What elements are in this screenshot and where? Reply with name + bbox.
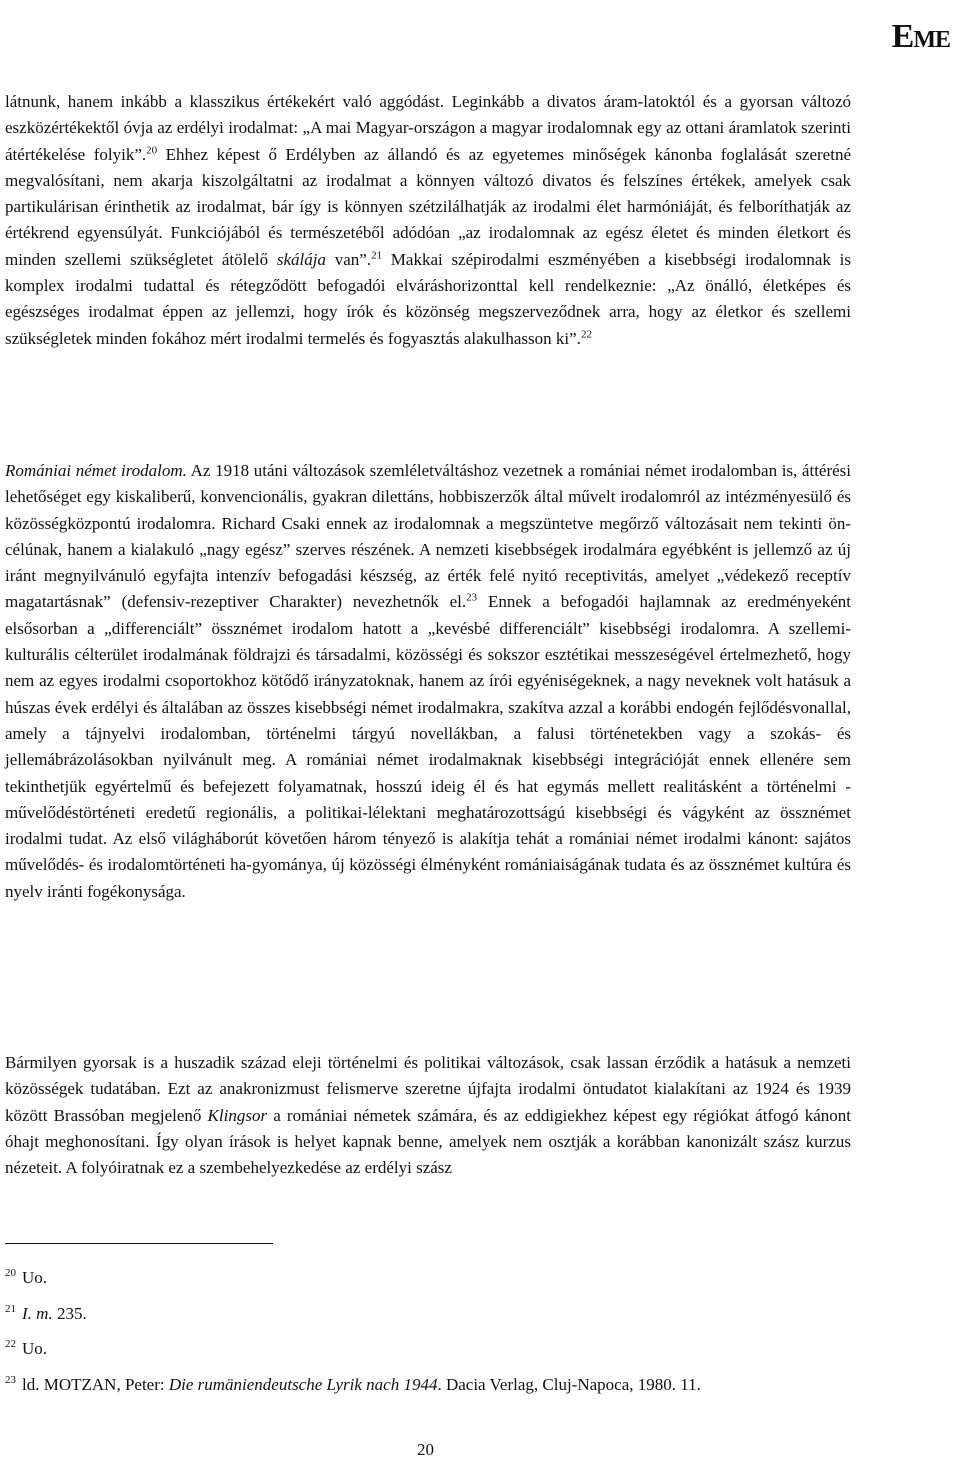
text-run: van”. — [325, 249, 372, 269]
footnote-ref[interactable]: 20 — [146, 143, 158, 156]
paragraph-3 — [5, 1050, 851, 1181]
text-run: Az 1918 utáni változások szemléletváltáshoz vezetnek a romániai német irodalomban is, áttérési lehetőséget egy kiskaliberű, konvencionális, gyakran dilettáns, hobbiszerzők által művelt irodalomról az intézményesülő és közösségközpontú irodalomra. Richard Csaki ennek az irodalomnak a megszüntetve megőrző változásait nem tekinti ön-célúnak, hanem a kialakuló „nagy egész” szerves részének. A nemzeti kisebbségek irodalmára egyébként is jellemző az új iránt megnyilvánuló egyfajta intenzív befogadási készség, az érték felé nyitó receptivitás, amelyet „védekező receptív magatartásnak” (defensiv-rezeptiver Charakter) nevezhetnők el. — [5, 461, 852, 612]
footnote-number: 23 — [5, 1373, 16, 1386]
text-run: látnunk, hanem inkább a klasszikus értékekért való aggódást. Leginkább a divatos áram-latoktól és a gyorsan változó eszközértékektől óvja az erdélyi irodalmat: „A mai Magyar-országon a magyar irodalomnak egy az ottani áramlatok szerinti átértékelése folyik”. — [5, 92, 851, 164]
footnote-23 — [5, 1373, 701, 1409]
text-run: Makkai szépirodalmi eszményében a kisebbségi irodalomnak is komplex irodalmi tudattal és rétegződött befogadói elváráshorizonttal kell rendelkeznie: „Az önálló, életképes és egészséges irodalmat éppen az jellemzi, hogy írók és közönség megszerveződnek arra, hogy az életkor és szellemi szükségletek minden fokához mért irodalmi termelés és fogyasztás alakulhasson ki”. — [5, 249, 851, 348]
text-run: a romániai németek számára, és az eddigiekhez képest egy régiókat átfogó kánont óhajt meghonosítani. Így olyan írások is helyet kapnak benne, amelyek nem osztják a korábban kanonizált szász kurzus nézeteit. A folyóiratnak ez a szembehelyezkedése az erdélyi szász — [5, 1105, 851, 1178]
text-run: Ehhez képest ő Erdélyben az állandó és az egyetemes minőségek kánonba foglalását szeretné megvalósítani, nem akarja kiszolgáltatni az irodalmat a könnyen változó divatos és felszínes értékek, amelyek csak partikulárisan érinthetik az irodalmat, bár így is könnyen szétzilálhatják az irodalmi élet harmóniáját, és felboríthatják az értékrend egyensúlyát. Funkciójából és természetéből adódóan „az irodalomnak az egész életet és minden életkort és minden szellemi szükségletet átölelő — [5, 144, 851, 269]
section-heading: Romániai német irodalom. — [5, 461, 187, 480]
footnotes — [5, 1266, 701, 1408]
footnote-ref[interactable]: 23 — [466, 591, 478, 604]
footnote-separator — [5, 1243, 273, 1244]
footnote-20 — [5, 1266, 701, 1302]
footnote-number: 21 — [5, 1302, 16, 1315]
italic-term: skálája — [276, 249, 326, 269]
footnote-21 — [5, 1302, 701, 1338]
footnote-text: ld. MOTZAN, Peter: — [22, 1374, 169, 1394]
page-number: 20 — [417, 1440, 434, 1459]
footnote-ref[interactable]: 21 — [371, 249, 383, 262]
footnote-text: Uo. — [22, 1339, 48, 1358]
footnote-number: 20 — [5, 1267, 16, 1280]
footnote-ref[interactable]: 22 — [580, 328, 592, 341]
footnote-italic: Die rumäniendeutsche Lyrik nach 1944 — [168, 1374, 438, 1394]
footnote-22 — [5, 1337, 701, 1373]
footnote-number: 22 — [5, 1338, 16, 1351]
text-run: Bármilyen gyorsak is a huszadik század eleji történelmi és politikai változások, csak lassan érződik a hatásuk a nemzeti közösségek tudatában. Ezt az anakronizmust felismerve szeretne újfajta irodalmi öntudatot kialakítani az 1924 és 1939 között Brassóban megjelenő — [5, 1053, 851, 1125]
footnote-italic: I. m. — [22, 1303, 53, 1323]
paragraph-1 — [5, 89, 851, 352]
publisher-logo: EME — [891, 18, 950, 55]
footnote-text: 235. — [52, 1303, 87, 1323]
text-run: Ennek a befogadói hajlamnak az eredményeként elsősorban a „differenciált” össznémet irodalom hatott a „kevésbé differenciált” kisebbségi irodalomra. A szellemi-kulturális célterület irodalmának földrajzi és társadalmi, közösségi és sokszor esztétikai messzeségével értelmezhető, hogy nem az egyes irodalmi csoportokhoz kötődő irányzatoknak, hanem az írói egyéniségeknek, a nagy neveknek volt hatásuk a húszas évek erdélyi és általában az összes kisebbségi német irodalmakra, szakítva azzal a korábbi endogén fejlődésvonallal, amely a tájnyelvi irodalomban, történelmi tárgyú novellákban, a falusi történetekben vagy a szokás- és jellemábrázolásokban nyilvánult meg. A romániai német irodalmaknak kisebbségi integrációját ennek ellenére sem tekinthetjük egyértelmű és befejezett folyamatnak, hosszú ideig él és hat egymás mellett realitásként a történelmi - művelődéstörténeti eredetű regionális, a politikai-lélektani meghatározottságú kisebbségi és vágyként az össznémet irodalmi tudat. Az első világháborút követően három tényező is alakítja tehát a romániai német irodalmi kánont: sajátos művelődés- és irodalomtörténeti ha-gyománya, új közösségi élményként romániaiságának tudata és az össznémet kultúra és nyelv iránti fogékonysága. — [5, 592, 851, 901]
footnote-text: Uo. — [22, 1268, 48, 1287]
journal-title: Klingsor — [207, 1105, 268, 1125]
footnote-text: . Dacia Verlag, Cluj-Napoca, 1980. 11. — [437, 1374, 701, 1394]
paragraph-2 — [5, 458, 851, 905]
